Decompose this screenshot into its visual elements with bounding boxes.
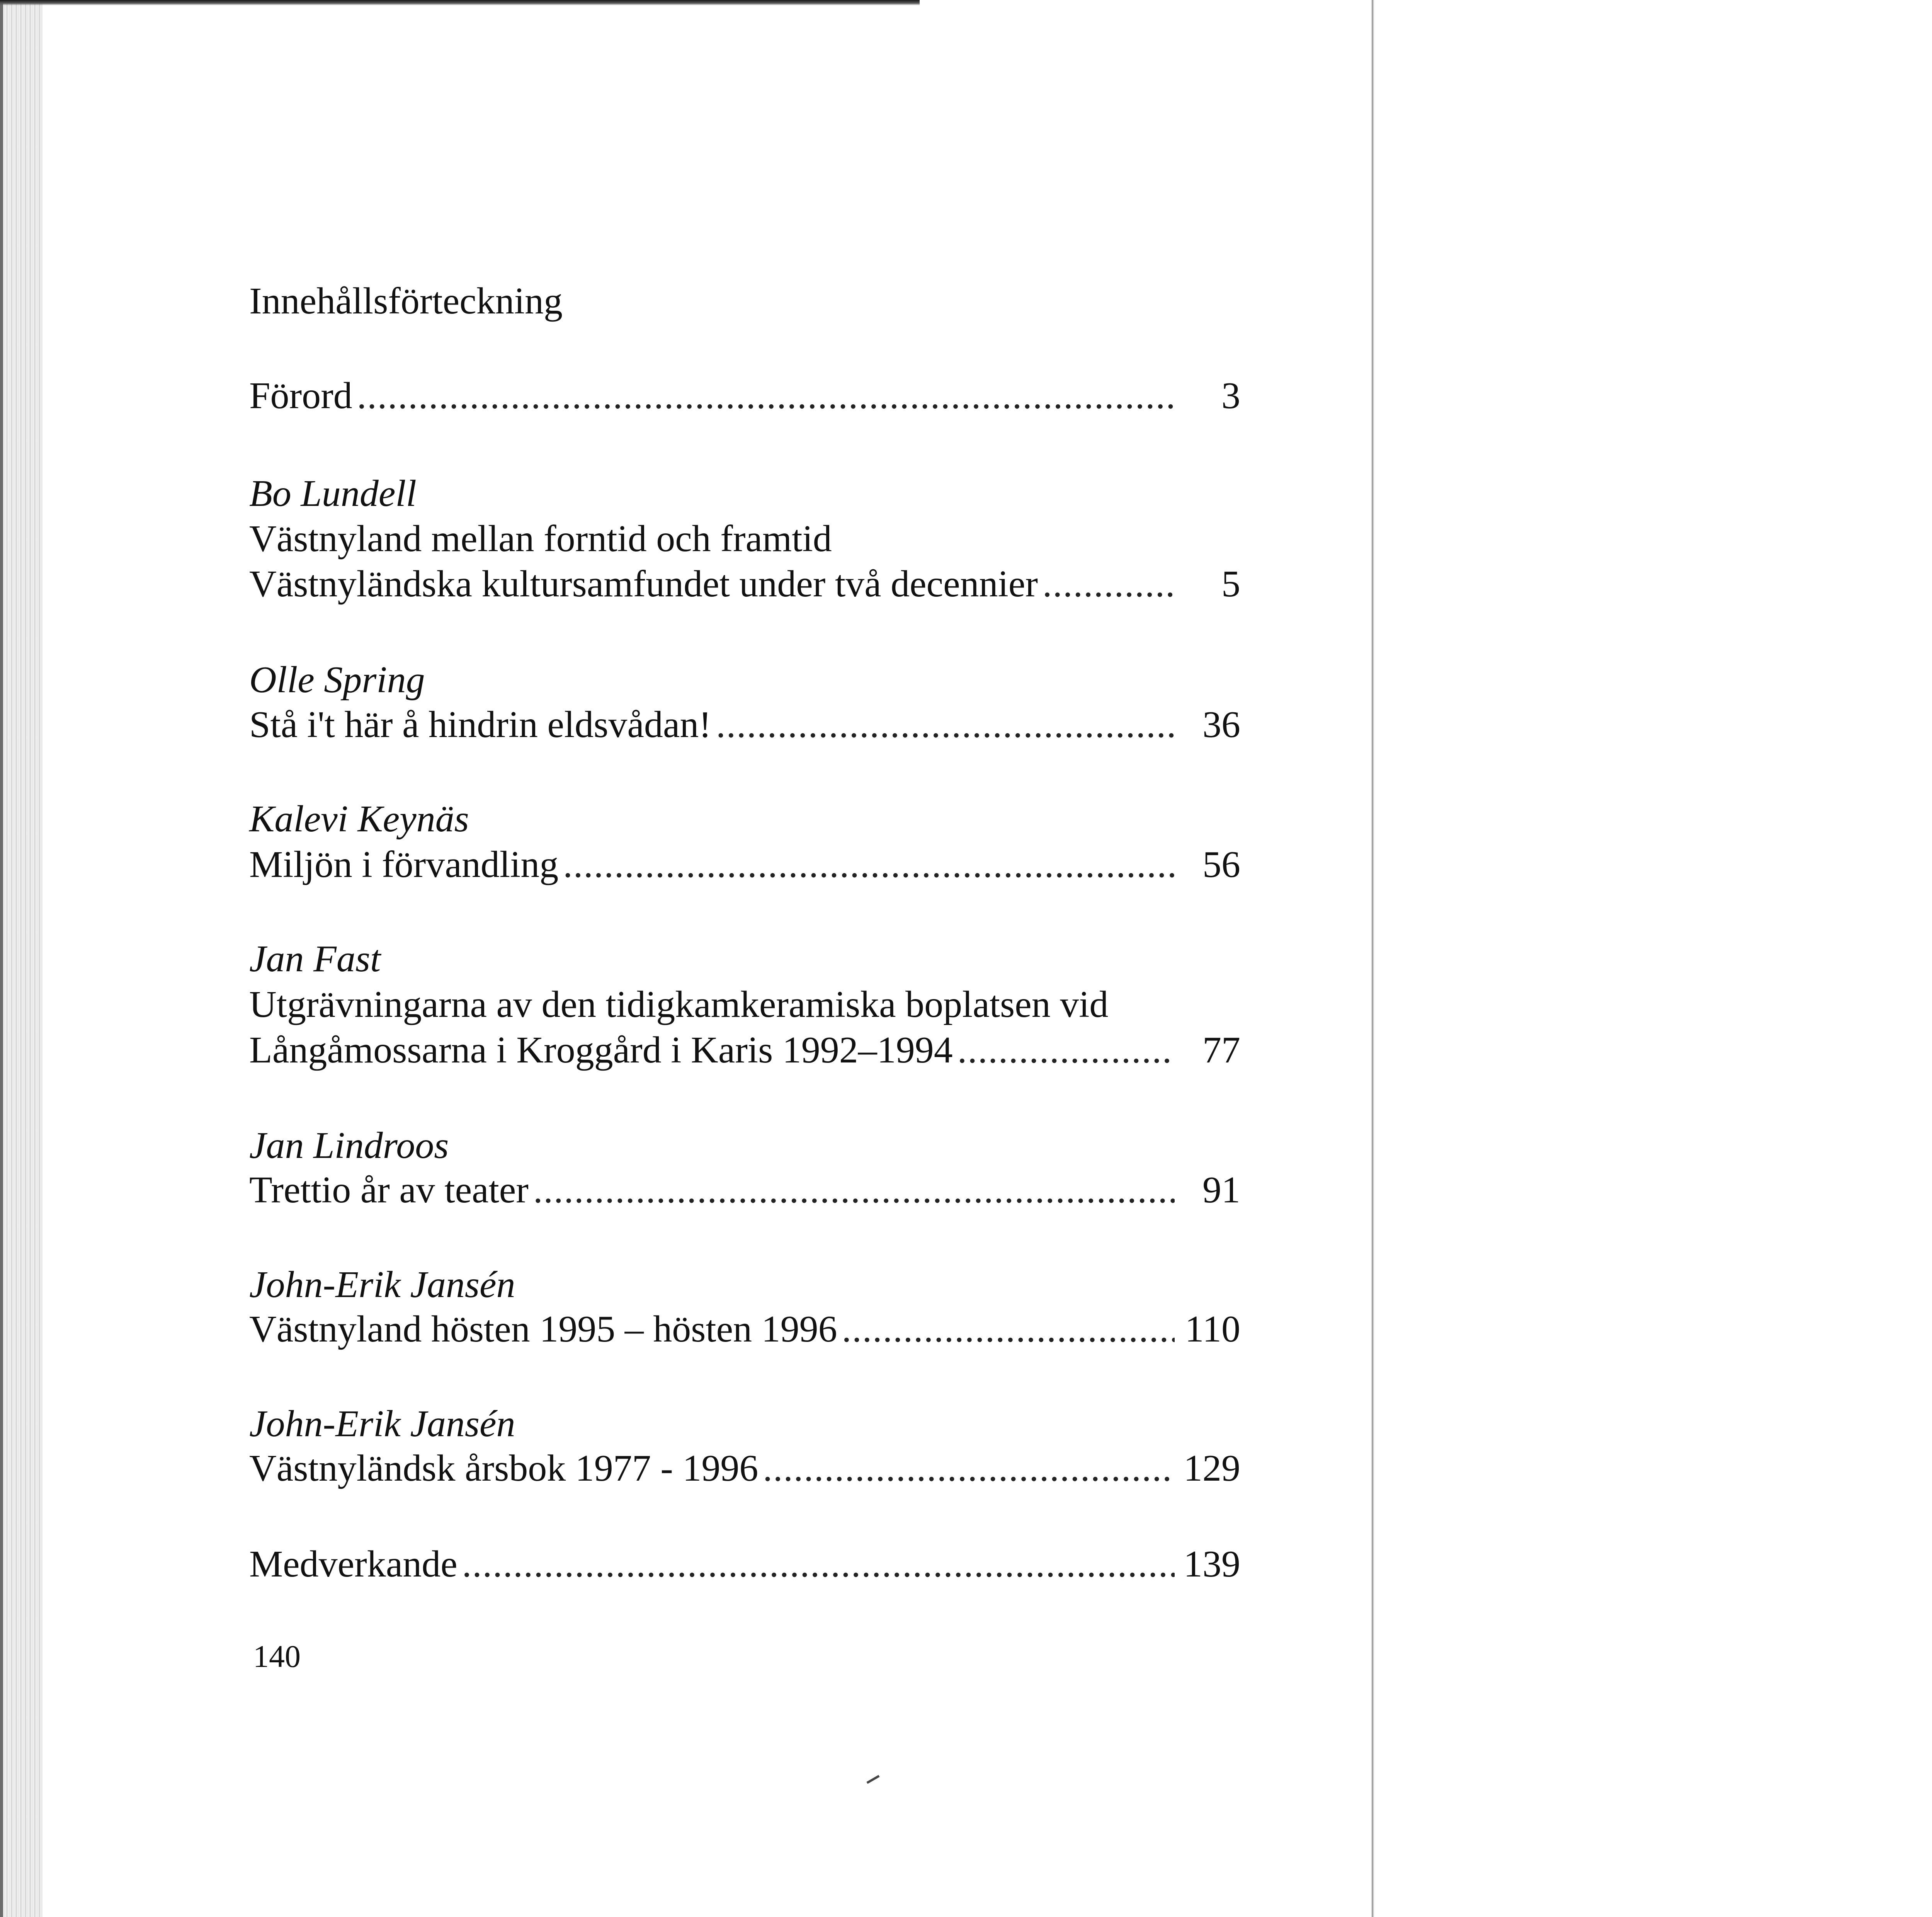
entry-title: Stå i't här å hindrin eldsvådan! — [249, 704, 712, 746]
leader-dots — [533, 1171, 1175, 1209]
entry-page-number: 5 — [1221, 563, 1240, 605]
entry-author: Jan Lindroos — [249, 1125, 449, 1166]
entry-author: Bo Lundell — [249, 473, 417, 514]
entry-title: Västnyländsk årsbok 1977 - 1996 — [249, 1447, 759, 1489]
entry-author: Olle Spring — [249, 659, 425, 701]
entry-title: Västnyländska kultursamfundet under två decennier — [249, 563, 1038, 605]
entry-author: Kalevi Keynäs — [249, 798, 469, 840]
toc-entry-jansen-1 — [249, 1310, 1240, 1348]
page-number: 140 — [253, 1639, 301, 1674]
toc-entry-fast — [249, 1031, 1240, 1069]
entry-author: John-Erik Jansén — [249, 1264, 515, 1306]
toc-entry-lindroos — [249, 1171, 1240, 1209]
entry-title: Medverkande — [249, 1543, 457, 1585]
entry-title-line: Västnyland mellan forntid och framtid — [249, 518, 832, 560]
entry-page-number: 139 — [1184, 1543, 1240, 1585]
scan-speck — [866, 1775, 882, 1788]
entry-author: Jan Fast — [249, 938, 381, 980]
entry-title: Miljön i förvandling — [249, 844, 559, 885]
leader-dots — [842, 1310, 1175, 1348]
blank-right-page — [1374, 0, 1932, 1917]
entry-page-number: 3 — [1221, 375, 1240, 417]
leader-dots — [1043, 565, 1175, 603]
leader-dots — [763, 1449, 1175, 1487]
entry-page-number: 110 — [1185, 1308, 1240, 1350]
toc-entry-lundell — [249, 565, 1240, 603]
leader-dots — [716, 706, 1175, 744]
leader-dots — [563, 846, 1175, 884]
entry-title: Förord — [249, 375, 352, 417]
leader-dots — [462, 1545, 1175, 1583]
entry-author: John-Erik Jansén — [249, 1403, 515, 1445]
toc-heading: Innehållsförteckning — [249, 280, 563, 322]
entry-title: Västnyland hösten 1995 – hösten 1996 — [249, 1308, 837, 1350]
toc-entry-forord — [249, 377, 1240, 415]
entry-page-number: 56 — [1202, 844, 1240, 885]
entry-title: Långåmossarna i Kroggård i Karis 1992–1994 — [249, 1029, 953, 1071]
toc-entry-keynas — [249, 846, 1240, 884]
toc-entry-spring — [249, 706, 1240, 744]
entry-page-number: 36 — [1202, 704, 1240, 746]
entry-page-number: 91 — [1202, 1169, 1240, 1211]
entry-title-line: Utgrävningarna av den tidigkamkeramiska boplatsen vid — [249, 984, 1109, 1025]
entry-title: Trettio år av teater — [249, 1169, 529, 1211]
leader-dots — [957, 1031, 1175, 1069]
entry-page-number: 77 — [1202, 1029, 1240, 1071]
toc-entry-jansen-2 — [249, 1449, 1240, 1487]
entry-page-number: 129 — [1184, 1447, 1240, 1489]
leader-dots — [357, 377, 1175, 415]
toc-entry-medverkande — [249, 1545, 1240, 1583]
